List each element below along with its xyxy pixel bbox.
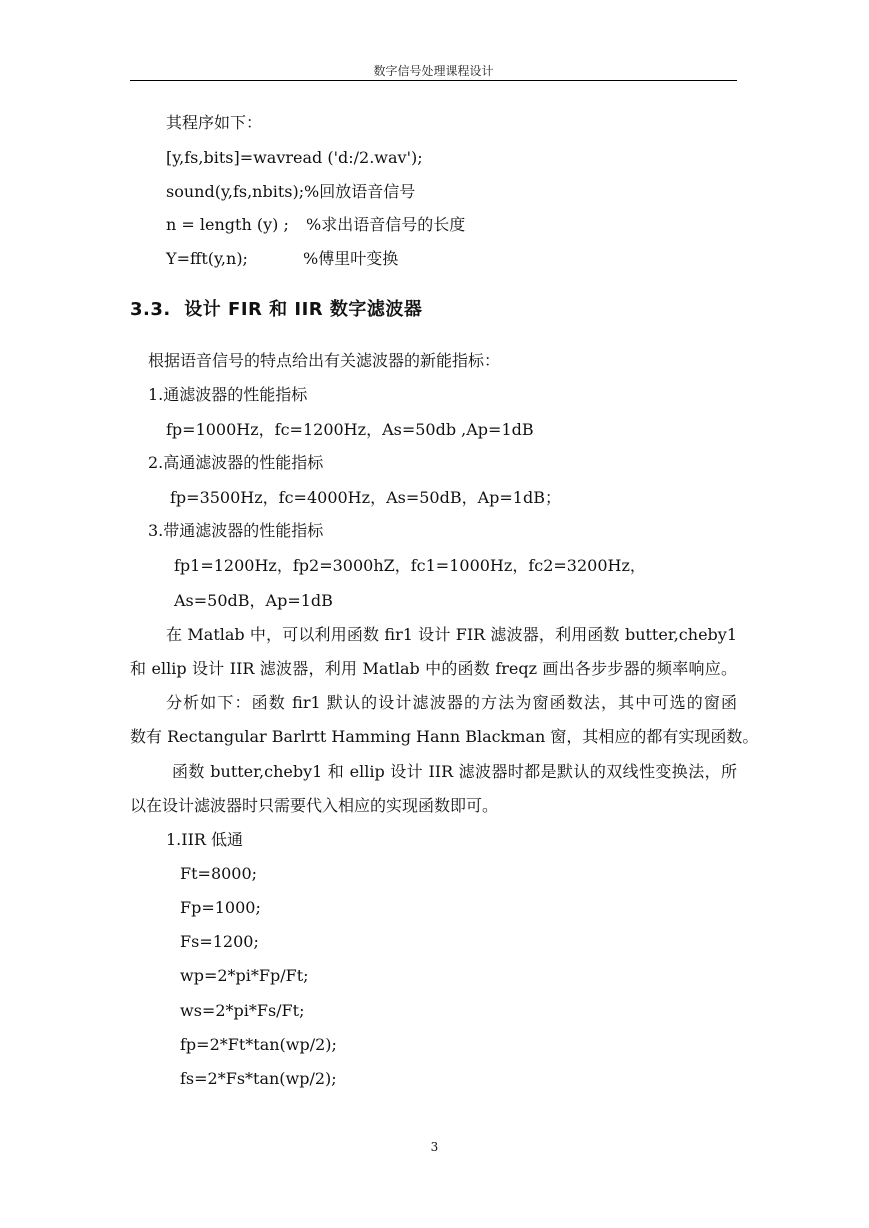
code-comment: %傅里叶变换 bbox=[303, 249, 399, 268]
paragraph-line: 分析如下：函数 fir1 默认的设计滤波器的方法为窗函数法，其中可选的窗函 bbox=[166, 693, 737, 712]
code-line: ws=2*pi*Fs/Ft; bbox=[180, 1001, 305, 1020]
paragraph-line: 以在设计滤波器时只需要代入相应的实现函数即可。 bbox=[130, 796, 499, 815]
header-rule bbox=[130, 80, 737, 81]
highpass-spec-title: 2.高通滤波器的性能指标 bbox=[148, 453, 324, 472]
code-line: sound(y,fs,nbits); bbox=[166, 182, 305, 201]
code-line: [y,fs,bits]=wavread ('d:/2.wav'); bbox=[166, 148, 423, 167]
code-line: Fs=1200; bbox=[180, 932, 259, 951]
paragraph-line: 和 ellip 设计 IIR 滤波器，利用 Matlab 中的函数 freqz 画出各步步器的频率响应。 bbox=[130, 659, 737, 678]
highpass-spec-values: fp=3500Hz，fc=4000Hz，As=50dB，Ap=1dB； bbox=[170, 488, 561, 507]
code-line: Y=fft(y,n); bbox=[166, 249, 248, 268]
paragraph-line: 数有 Rectangular Barlrtt Hamming Hann Blackman 窗，其相应的都有实现函数。 bbox=[130, 727, 759, 746]
paragraph-line: 在 Matlab 中，可以利用函数 fir1 设计 FIR 滤波器，利用函数 butter,cheby1 bbox=[166, 625, 737, 644]
iir-lowpass-title: 1.IIR 低通 bbox=[166, 830, 244, 849]
code-line: fp=2*Ft*tan(wp/2); bbox=[180, 1035, 337, 1054]
bandpass-spec-title: 3.带通滤波器的性能指标 bbox=[148, 521, 324, 540]
code-line: Fp=1000; bbox=[180, 898, 261, 917]
code-line: wp=2*pi*Fp/Ft; bbox=[180, 966, 309, 985]
bandpass-spec-values: As=50dB，Ap=1dB bbox=[174, 591, 333, 610]
code-comment: %回放语音信号 bbox=[304, 182, 416, 201]
bandpass-spec-values: fp1=1200Hz，fp2=3000hZ，fc1=1000Hz，fc2=3200Hz， bbox=[174, 556, 646, 575]
code-line: Ft=8000; bbox=[180, 864, 258, 883]
code-comment: %求出语音信号的长度 bbox=[306, 215, 466, 234]
section-heading: 3.3. 设计 FIR 和 IIR 数字滤波器 bbox=[130, 299, 423, 320]
lowpass-spec-values: fp=1000Hz，fc=1200Hz，As=50db ,Ap=1dB bbox=[166, 420, 534, 439]
code-line: n = length (y) ; bbox=[166, 215, 289, 234]
lowpass-spec-title: 1.通滤波器的性能指标 bbox=[148, 385, 308, 404]
code-line: fs=2*Fs*tan(wp/2); bbox=[180, 1069, 337, 1088]
specs-intro: 根据语音信号的特点给出有关滤波器的新能指标： bbox=[148, 351, 501, 370]
program-intro: 其程序如下： bbox=[166, 113, 263, 132]
page-number: 3 bbox=[430, 1140, 439, 1154]
paragraph-line: 函数 butter,cheby1 和 ellip 设计 IIR 滤波器时都是默认的双线性变换法，所 bbox=[172, 762, 737, 781]
page-header: 数字信号处理课程设计 bbox=[373, 64, 494, 78]
